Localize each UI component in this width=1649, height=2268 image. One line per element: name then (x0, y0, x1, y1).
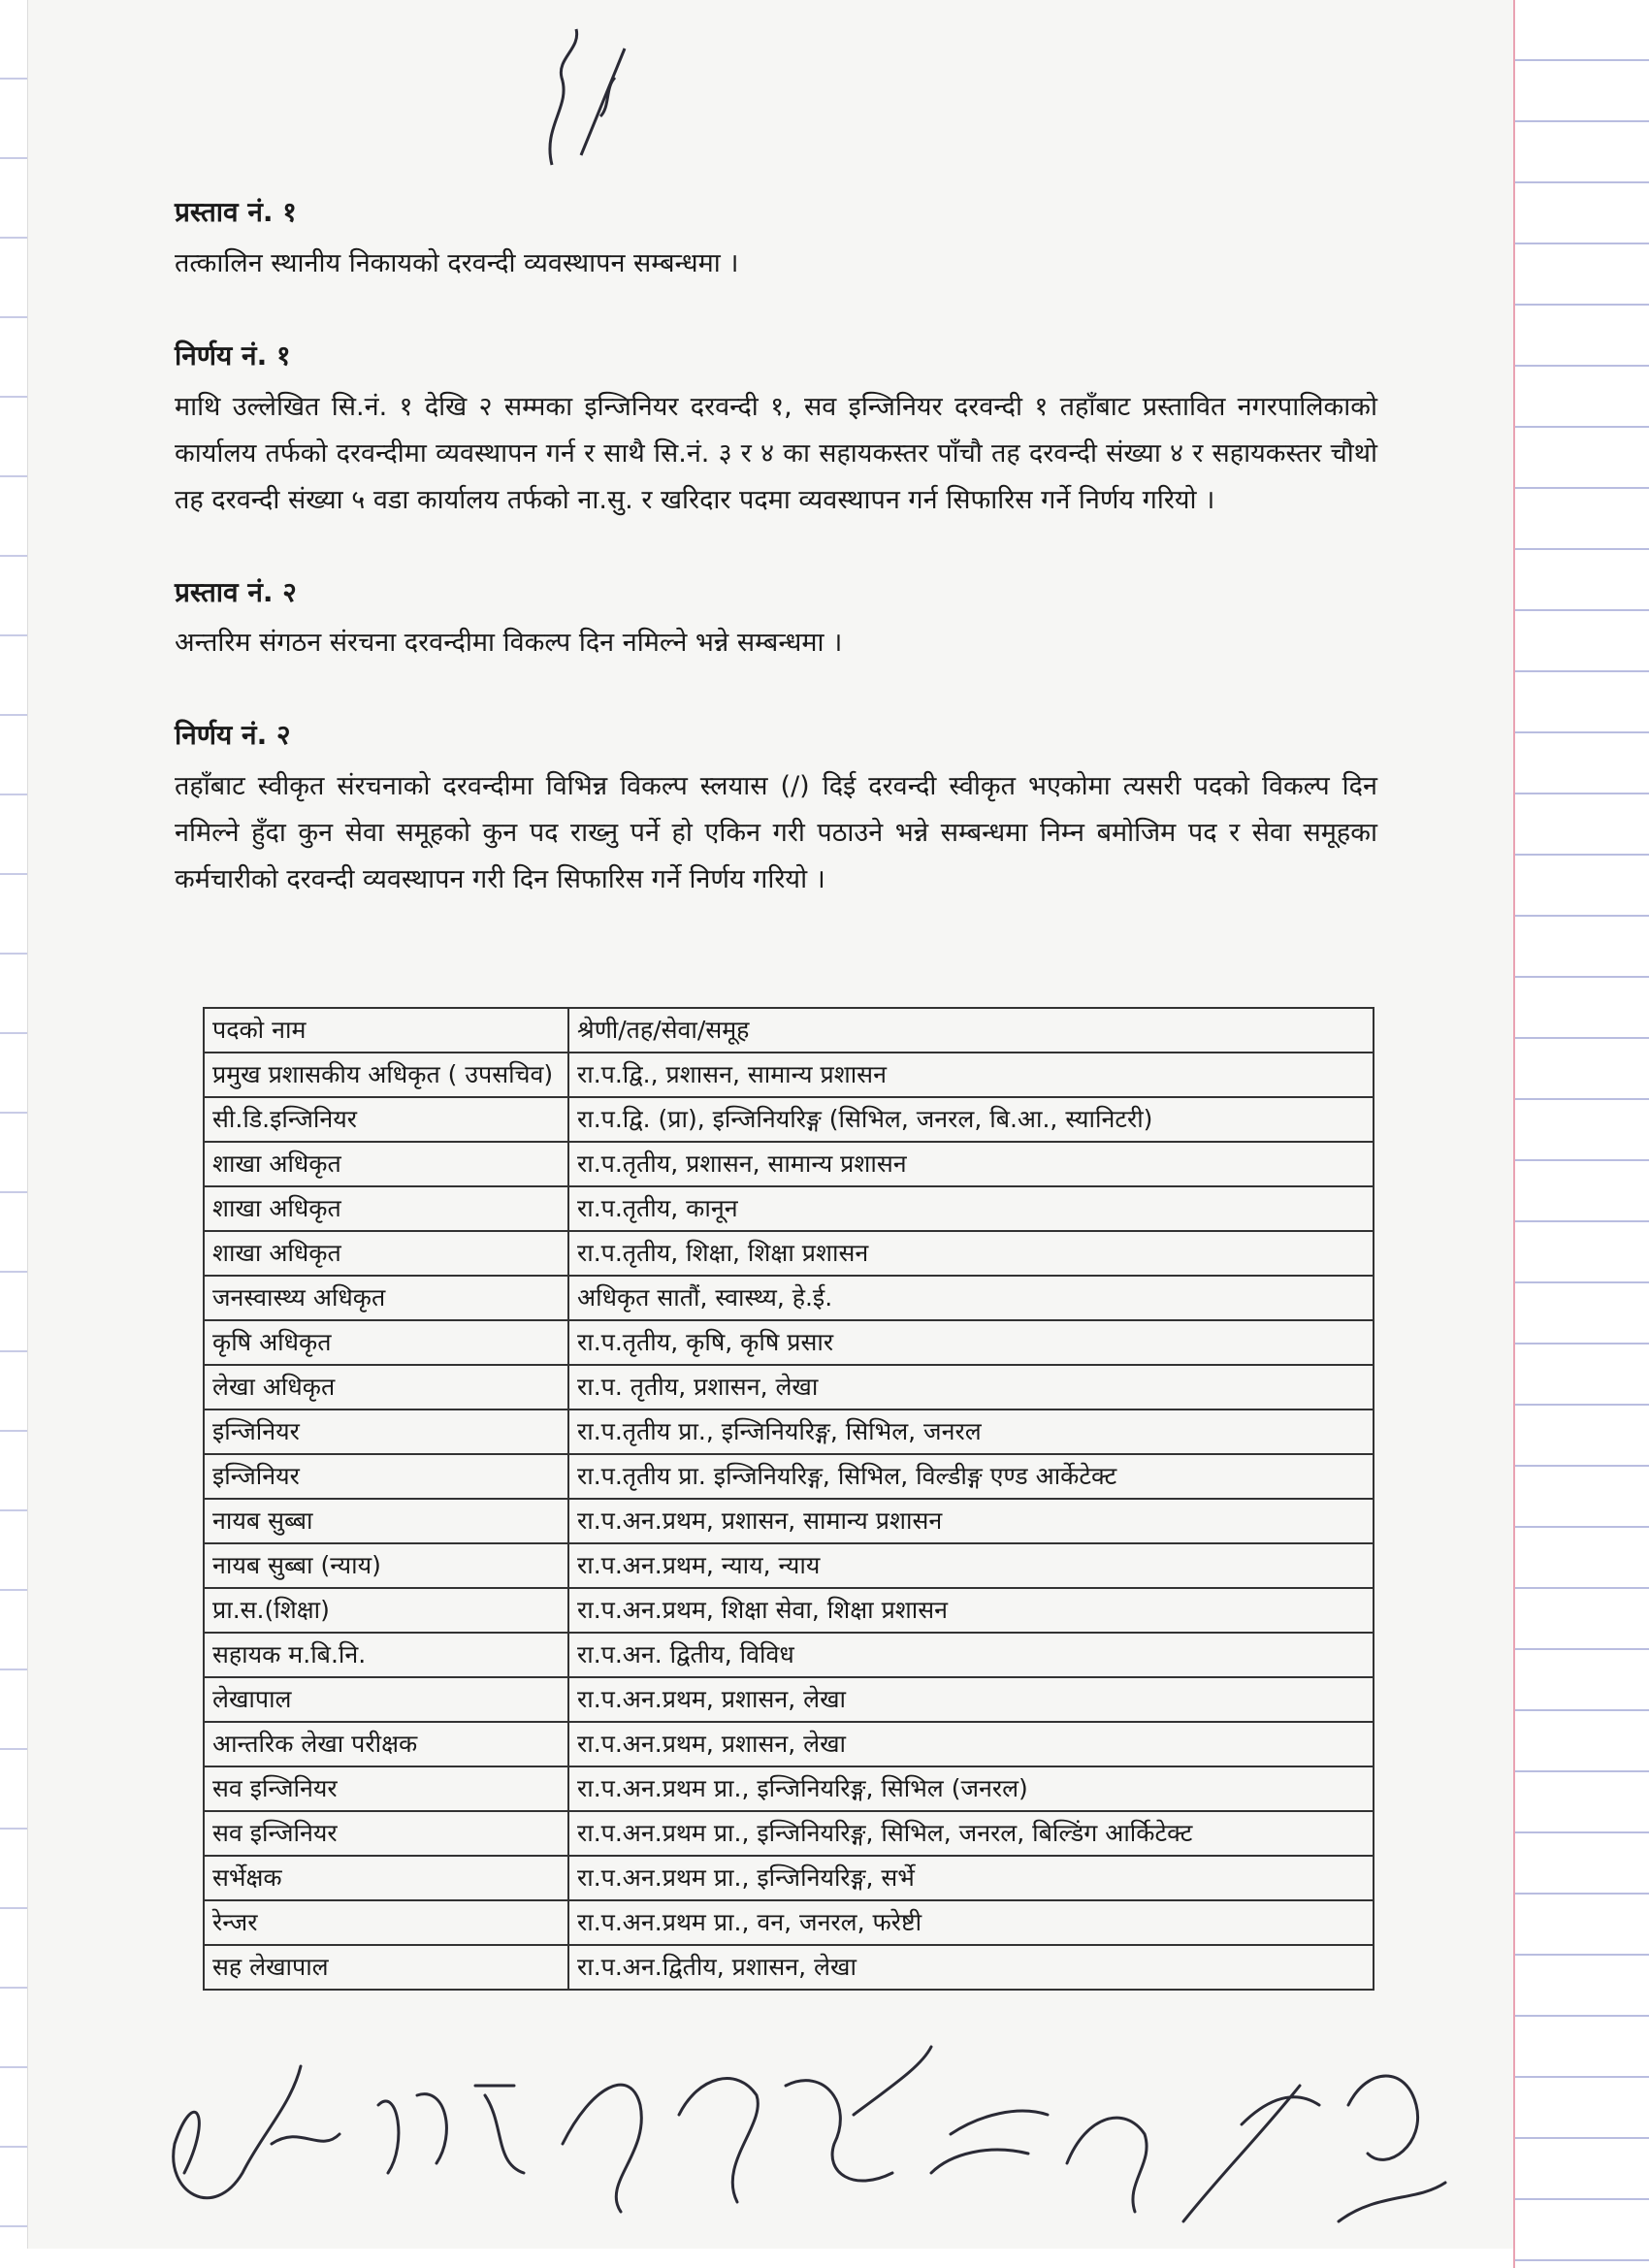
decision-2-text: तहाँबाट स्वीकृत संरचनाको दरवन्दीमा विभिन्न विकल्प स्लयास (/) दिई दरवन्दी स्वीकृत भएकोमा त्यसरी पदको विकल्प दिन नमिल्ने हुँदा कुन सेवा समूहको कुन पद राख्नु पर्ने हो एकिन गरी पठाउने भन्ने सम्बन्धमा निम्न बमोजिम पद र सेवा समूहका कर्मचारीको दरवन्दी व्यवस्थापन गरी दिन सिफारिस गर्ने निर्णय गरियो । (175, 771, 1377, 895)
cell-grade-service-group: रा.प.अन.प्रथम प्रा., इन्जिनियरिङ्ग, सिभिल (जनरल) (568, 1766, 1374, 1811)
table-row (204, 1766, 1374, 1811)
signatures (155, 2027, 1494, 2251)
proposal-2-heading: प्रस्ताव नं. २ (175, 575, 297, 608)
table-row (204, 1320, 1374, 1365)
table-row (204, 1543, 1374, 1588)
table-row (204, 1053, 1374, 1097)
cell-post-name: शाखा अधिकृत (204, 1186, 568, 1231)
cell-post-name: सी.डि.इन्जिनियर (204, 1097, 568, 1142)
cell-grade-service-group: रा.प.अन.प्रथम, शिक्षा सेवा, शिक्षा प्रशासन (568, 1588, 1374, 1633)
table-row (204, 1142, 1374, 1186)
table-row (204, 1856, 1374, 1900)
cell-grade-service-group: रा.प.तृतीय, शिक्षा, शिक्षा प्रशासन (568, 1231, 1374, 1276)
cell-grade-service-group: रा.प.अन.प्रथम, न्याय, न्याय (568, 1543, 1374, 1588)
cell-post-name: लेखापाल (204, 1677, 568, 1722)
cell-grade-service-group: रा.प.अन.द्वितीय, प्रशासन, लेखा (568, 1945, 1374, 1990)
cell-post-name: शाखा अधिकृत (204, 1142, 568, 1186)
cell-grade-service-group: रा.प.अन. द्वितीय, विविध (568, 1633, 1374, 1677)
table-row (204, 1365, 1374, 1409)
table-row (204, 1722, 1374, 1766)
cell-post-name: इन्जिनियर (204, 1454, 568, 1499)
table-row (204, 1231, 1374, 1276)
cell-post-name: कृषि अधिकृत (204, 1320, 568, 1365)
cell-post-name: सव इन्जिनियर (204, 1811, 568, 1856)
cell-grade-service-group: रा.प.द्वि., प्रशासन, सामान्य प्रशासन (568, 1053, 1374, 1097)
cell-grade-service-group: रा.प.अन.प्रथम प्रा., इन्जिनियरिङ्ग, सिभिल, जनरल, बिल्डिंग आर्किटेक्ट (568, 1811, 1374, 1856)
cell-post-name: प्रा.स.(शिक्षा) (204, 1588, 568, 1633)
header-post-name: पदको नाम (204, 1008, 568, 1053)
cell-grade-service-group: रा.प.अन.प्रथम, प्रशासन, लेखा (568, 1722, 1374, 1766)
decision-1-heading: निर्णय नं. १ (175, 339, 291, 372)
proposal-1 (175, 194, 1377, 287)
decision-1-text: माथि उल्लेखित सि.नं. १ देखि २ सम्मका इन्जिनियर दरवन्दी १, सव इन्जिनियर दरवन्दी १ तहाँबाट प्रस्तावित नगरपालिकाको कार्यालय तर्फको दरवन्दीमा व्यवस्थापन गर्न र साथै सि.नं. ३ र ४ का सहायकस्तर पाँचौ तह दरवन्दी संख्या ४ र सहायकस्तर चौथो तह दरवन्दी संख्या ५ वडा कार्यालय तर्फको ना.सु. र खरिदार पदमा व्यवस्थापन गर्न सिफारिस गर्ने निर्णय गरियो । (175, 391, 1377, 515)
cell-grade-service-group: अधिकृत सातौं, स्वास्थ्य, हे.ई. (568, 1276, 1374, 1320)
cell-grade-service-group: रा.प.द्वि. (प्रा), इन्जिनियरिङ्ग (सिभिल, जनरल, बि.आ., स्यानिटरी) (568, 1097, 1374, 1142)
cell-grade-service-group: रा.प.अन.प्रथम प्रा., इन्जिनियरिङ्ग, सर्भे (568, 1856, 1374, 1900)
cell-grade-service-group: रा.प.अन.प्रथम प्रा., वन, जनरल, फरेष्टी (568, 1900, 1374, 1945)
table-row (204, 1633, 1374, 1677)
proposal-2 (175, 574, 1377, 667)
table-header-row (204, 1008, 1374, 1053)
table-row (204, 1409, 1374, 1454)
cell-post-name: आन्तरिक लेखा परीक्षक (204, 1722, 568, 1766)
cell-grade-service-group: रा.प.तृतीय, प्रशासन, सामान्य प्रशासन (568, 1142, 1374, 1186)
table-row (204, 1945, 1374, 1990)
cell-grade-service-group: रा.प.तृतीय प्रा. इन्जिनियरिङ्ग, सिभिल, विल्डीङ्ग एण्ड आर्केटेक्ट (568, 1454, 1374, 1499)
cell-grade-service-group: रा.प.अन.प्रथम, प्रशासन, सामान्य प्रशासन (568, 1499, 1374, 1543)
notebook-left-edge (0, 0, 27, 2268)
cell-post-name: रेन्जर (204, 1900, 568, 1945)
table-row (204, 1499, 1374, 1543)
cell-post-name: जनस्वास्थ्य अधिकृत (204, 1276, 568, 1320)
document-body (175, 194, 1377, 954)
proposal-1-heading: प्रस्ताव नं. १ (175, 196, 297, 228)
cell-grade-service-group: रा.प.तृतीय, कानून (568, 1186, 1374, 1231)
cell-post-name: सव इन्जिनियर (204, 1766, 568, 1811)
cell-post-name: सह लेखापाल (204, 1945, 568, 1990)
table-row (204, 1900, 1374, 1945)
handwritten-corner-mark (533, 19, 639, 175)
cell-post-name: शाखा अधिकृत (204, 1231, 568, 1276)
cell-post-name: इन्जिनियर (204, 1409, 568, 1454)
table-row (204, 1097, 1374, 1142)
header-grade-service-group: श्रेणी/तह/सेवा/समूह (568, 1008, 1374, 1053)
table-row (204, 1276, 1374, 1320)
cell-post-name: सहायक म.बि.नि. (204, 1633, 568, 1677)
post-service-table (203, 1007, 1374, 1991)
cell-grade-service-group: रा.प.अन.प्रथम, प्रशासन, लेखा (568, 1677, 1374, 1722)
proposal-2-text: अन्तरिम संगठन संरचना दरवन्दीमा विकल्प दिन नमिल्ने भन्ने सम्बन्धमा । (175, 628, 843, 659)
decision-2-heading: निर्णय नं. २ (175, 719, 291, 752)
table-row (204, 1811, 1374, 1856)
cell-grade-service-group: रा.प. तृतीय, प्रशासन, लेखा (568, 1365, 1374, 1409)
cell-post-name: सर्भेक्षक (204, 1856, 568, 1900)
proposal-1-text: तत्कालिन स्थानीय निकायको दरवन्दी व्यवस्थापन सम्बन्धमा । (175, 247, 739, 278)
cell-post-name: नायब सुब्बा (न्याय) (204, 1543, 568, 1588)
cell-post-name: नायब सुब्बा (204, 1499, 568, 1543)
cell-post-name: लेखा अधिकृत (204, 1365, 568, 1409)
cell-grade-service-group: रा.प.तृतीय, कृषि, कृषि प्रसार (568, 1320, 1374, 1365)
cell-post-name: प्रमुख प्रशासकीय अधिकृत ( उपसचिव) (204, 1053, 568, 1097)
table-row (204, 1677, 1374, 1722)
decision-2 (175, 717, 1377, 903)
cell-grade-service-group: रा.प.तृतीय प्रा., इन्जिनियरिङ्ग, सिभिल, जनरल (568, 1409, 1374, 1454)
table-row (204, 1588, 1374, 1633)
decision-1 (175, 338, 1377, 524)
notebook-right-edge (1513, 0, 1649, 2268)
table-row (204, 1454, 1374, 1499)
table-row (204, 1186, 1374, 1231)
